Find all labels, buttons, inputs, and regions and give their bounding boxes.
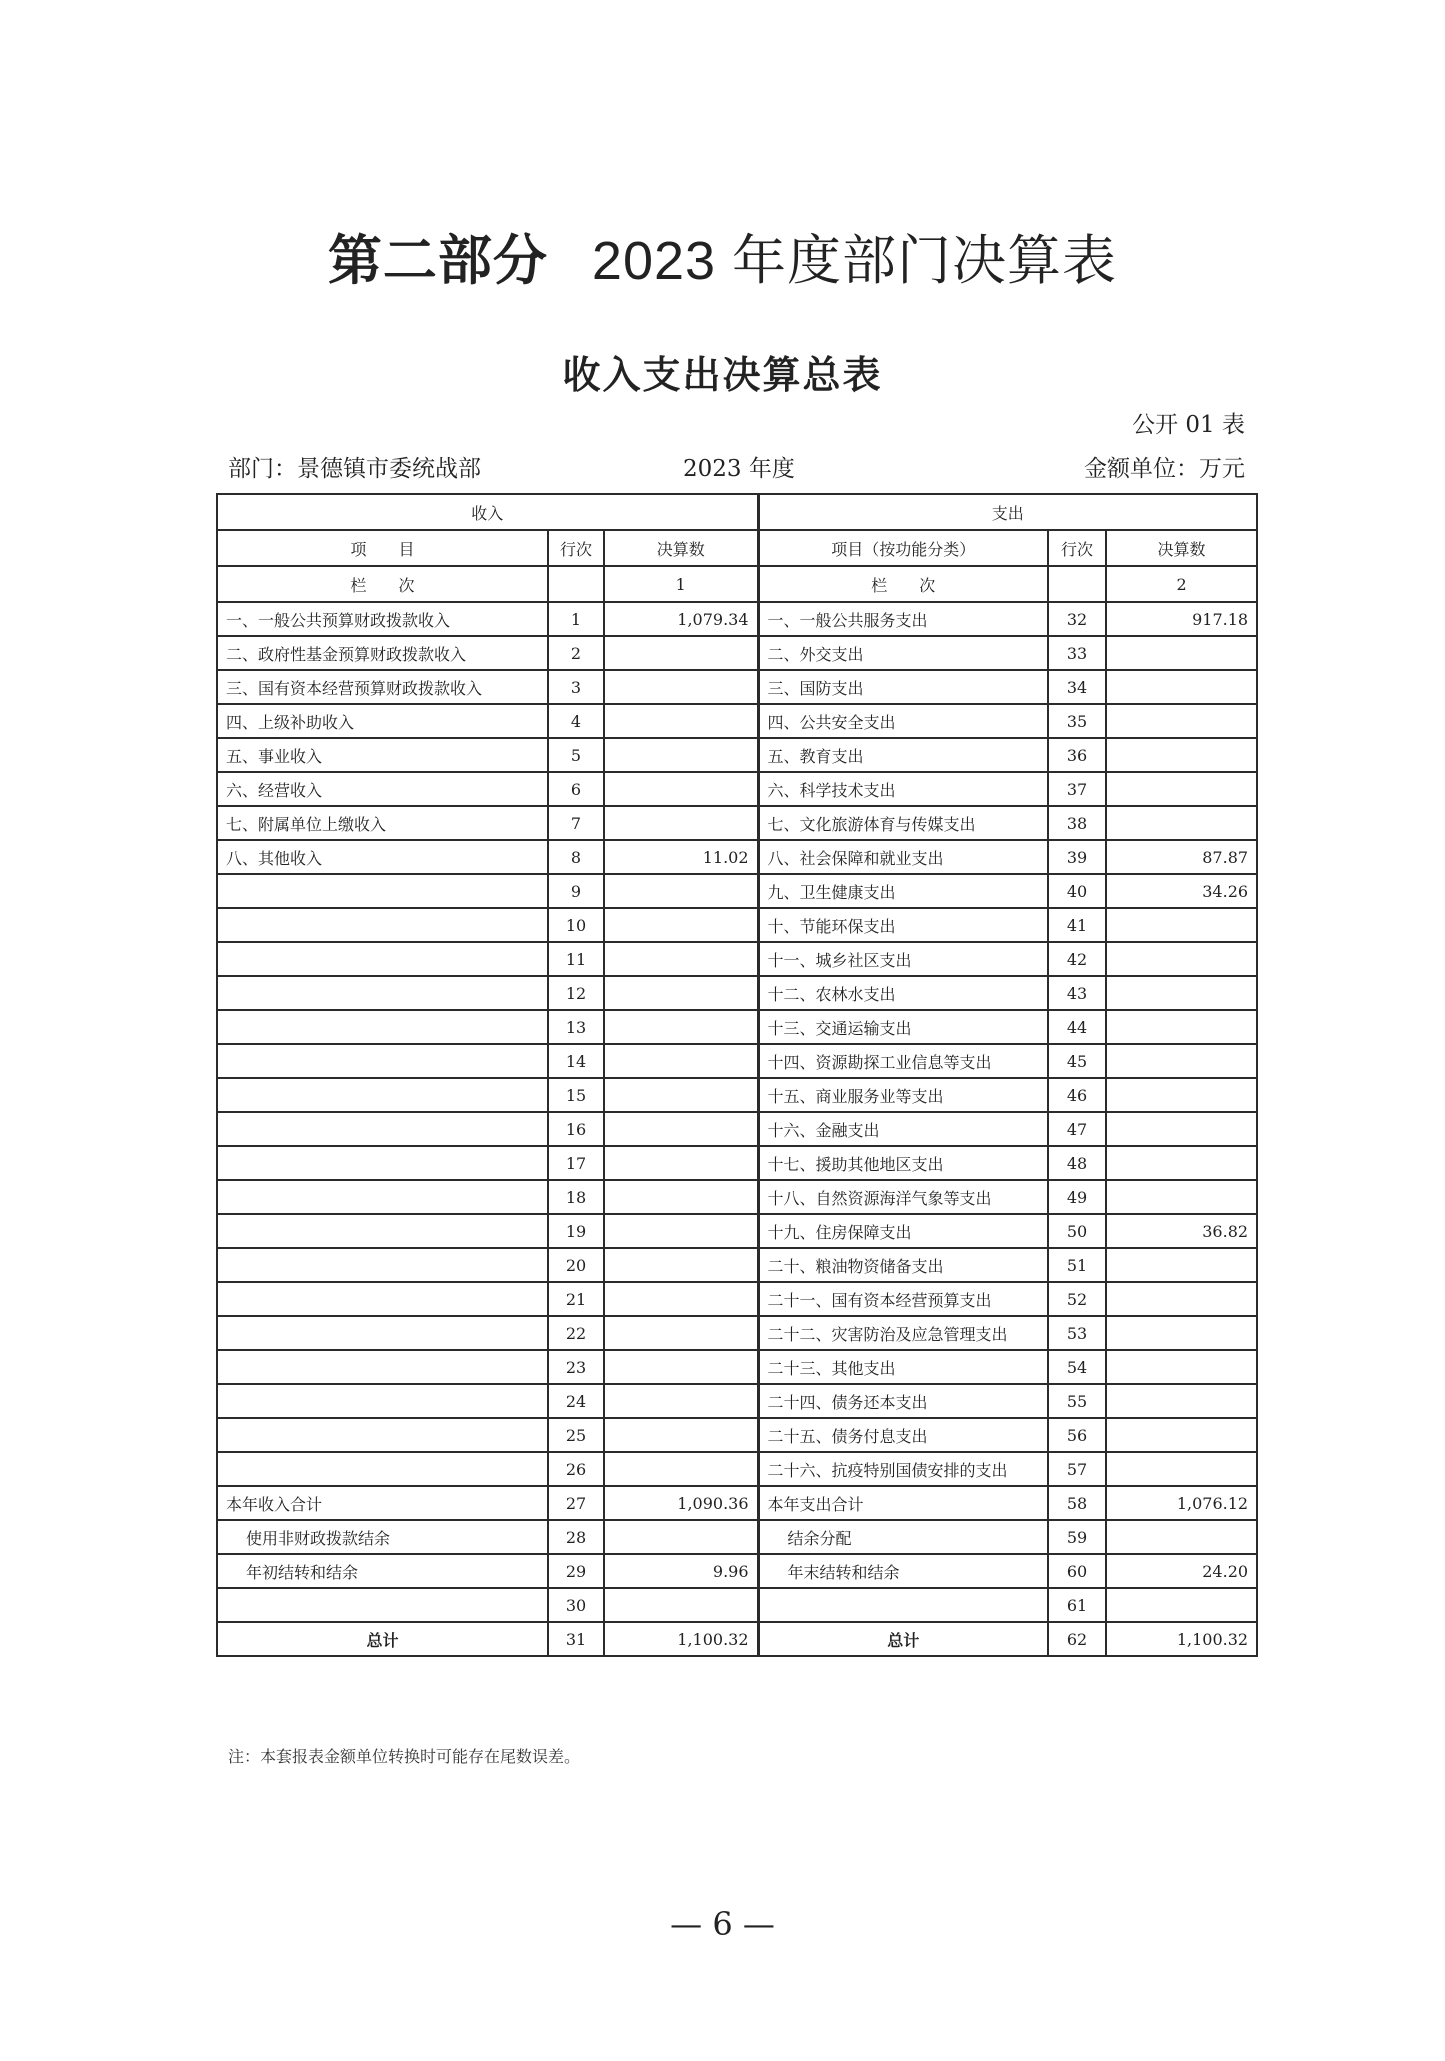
expense-row-no: 56 xyxy=(1048,1418,1106,1452)
income-amount xyxy=(604,1282,758,1316)
expense-row-no: 55 xyxy=(1048,1384,1106,1418)
income-item xyxy=(217,1384,548,1418)
income-row-no: 10 xyxy=(548,908,604,942)
expense-row-no: 34 xyxy=(1048,670,1106,704)
income-row-no: 25 xyxy=(548,1418,604,1452)
income-amount xyxy=(604,1588,758,1622)
expense-item: 八、社会保障和就业支出 xyxy=(758,840,1048,874)
income-row-no: 14 xyxy=(548,1044,604,1078)
income-row-no: 9 xyxy=(548,874,604,908)
expense-item: 十一、城乡社区支出 xyxy=(758,942,1048,976)
expense-amount xyxy=(1106,636,1257,670)
income-item: 本年收入合计 xyxy=(217,1486,548,1520)
income-expense-table xyxy=(216,493,1258,1657)
income-row-no: 30 xyxy=(548,1588,604,1622)
income-amount xyxy=(604,1180,758,1214)
table-row xyxy=(217,874,1257,908)
expense-row-no: 36 xyxy=(1048,738,1106,772)
expense-item: 二、外交支出 xyxy=(758,636,1048,670)
expense-amount xyxy=(1106,1316,1257,1350)
expense-amount xyxy=(1106,704,1257,738)
income-amount xyxy=(604,1214,758,1248)
expense-row-no: 53 xyxy=(1048,1316,1106,1350)
income-amount xyxy=(604,1044,758,1078)
table-row xyxy=(217,942,1257,976)
income-item xyxy=(217,1588,548,1622)
table-row xyxy=(217,772,1257,806)
table-row xyxy=(217,1078,1257,1112)
income-item: 一、一般公共预算财政拨款收入 xyxy=(217,602,548,636)
expense-item: 年末结转和结余 xyxy=(758,1554,1048,1588)
income-item xyxy=(217,1282,548,1316)
income-amount xyxy=(604,1520,758,1554)
income-row-no: 27 xyxy=(548,1486,604,1520)
expense-amount xyxy=(1106,1248,1257,1282)
table-title: 收入支出决算总表 xyxy=(562,353,883,397)
table-row xyxy=(217,1520,1257,1554)
expense-amount xyxy=(1106,942,1257,976)
expense-row-no: 43 xyxy=(1048,976,1106,1010)
expense-row-no: 35 xyxy=(1048,704,1106,738)
income-item: 四、上级补助收入 xyxy=(217,704,548,738)
income-amount xyxy=(604,1248,758,1282)
expense-row-no: 48 xyxy=(1048,1146,1106,1180)
expense-amount xyxy=(1106,1418,1257,1452)
expense-item-column-header: 项目（按功能分类） xyxy=(758,530,1048,566)
income-row-no: 21 xyxy=(548,1282,604,1316)
expense-amount-column-header: 决算数 xyxy=(1106,530,1257,566)
table-row xyxy=(217,908,1257,942)
expense-amount xyxy=(1106,1180,1257,1214)
income-item: 二、政府性基金预算财政拨款收入 xyxy=(217,636,548,670)
income-row-no: 5 xyxy=(548,738,604,772)
table-row xyxy=(217,704,1257,738)
expense-amount xyxy=(1106,908,1257,942)
expense-row-no: 59 xyxy=(1048,1520,1106,1554)
expense-item: 二十一、国有资本经营预算支出 xyxy=(758,1282,1048,1316)
expense-amount xyxy=(1106,670,1257,704)
income-row-no: 18 xyxy=(548,1180,604,1214)
expense-item xyxy=(758,1588,1048,1622)
expense-row-no: 60 xyxy=(1048,1554,1106,1588)
table-row xyxy=(217,602,1257,636)
income-amount xyxy=(604,1418,758,1452)
title-main: 2023 年度部门决算表 xyxy=(591,231,1118,291)
income-row-no: 16 xyxy=(548,1112,604,1146)
table-row xyxy=(217,806,1257,840)
income-row-no: 28 xyxy=(548,1520,604,1554)
expense-amount xyxy=(1106,806,1257,840)
table-row xyxy=(217,636,1257,670)
expense-item: 十六、金融支出 xyxy=(758,1112,1048,1146)
expense-row-no: 38 xyxy=(1048,806,1106,840)
income-item xyxy=(217,942,548,976)
expense-item: 二十四、债务还本支出 xyxy=(758,1384,1048,1418)
expense-item: 九、卫生健康支出 xyxy=(758,874,1048,908)
income-row-no: 8 xyxy=(548,840,604,874)
table-row xyxy=(217,670,1257,704)
section-header-row xyxy=(217,494,1257,530)
expense-item: 十五、商业服务业等支出 xyxy=(758,1078,1048,1112)
expense-amount: 87.87 xyxy=(1106,840,1257,874)
income-item: 八、其他收入 xyxy=(217,840,548,874)
page-number: — 6 — xyxy=(670,1905,775,1943)
expense-item: 二十六、抗疫特别国债安排的支出 xyxy=(758,1452,1048,1486)
income-amount xyxy=(604,874,758,908)
income-row-no: 1 xyxy=(548,602,604,636)
expense-item: 本年支出合计 xyxy=(758,1486,1048,1520)
income-item xyxy=(217,1112,548,1146)
expense-amount xyxy=(1106,738,1257,772)
expense-item: 二十三、其他支出 xyxy=(758,1350,1048,1384)
income-row-no: 20 xyxy=(548,1248,604,1282)
expense-row-no: 54 xyxy=(1048,1350,1106,1384)
income-item xyxy=(217,1010,548,1044)
table-row xyxy=(217,1554,1257,1588)
income-amount: 11.02 xyxy=(604,840,758,874)
expense-amount xyxy=(1106,1146,1257,1180)
table-row xyxy=(217,1112,1257,1146)
income-amount xyxy=(604,1452,758,1486)
expense-amount xyxy=(1106,1384,1257,1418)
expense-item: 一、一般公共服务支出 xyxy=(758,602,1048,636)
income-row-no: 24 xyxy=(548,1384,604,1418)
income-amount xyxy=(604,1350,758,1384)
income-item-column-header: 项 目 xyxy=(217,530,548,566)
expense-amount xyxy=(1106,1078,1257,1112)
income-row-no: 22 xyxy=(548,1316,604,1350)
income-amount xyxy=(604,704,758,738)
income-row-no: 2 xyxy=(548,636,604,670)
income-column-index-blank xyxy=(548,566,604,602)
income-amount xyxy=(604,670,758,704)
income-column-index: 1 xyxy=(604,566,758,602)
total-row xyxy=(217,1622,1257,1656)
expense-amount xyxy=(1106,1010,1257,1044)
income-item xyxy=(217,1418,548,1452)
expense-item: 二十二、灾害防治及应急管理支出 xyxy=(758,1316,1048,1350)
expense-item: 二十五、债务付息支出 xyxy=(758,1418,1048,1452)
income-item xyxy=(217,908,548,942)
expense-amount: 36.82 xyxy=(1106,1214,1257,1248)
expense-item: 十七、援助其他地区支出 xyxy=(758,1146,1048,1180)
expense-amount xyxy=(1106,1350,1257,1384)
expense-amount xyxy=(1106,976,1257,1010)
income-amount xyxy=(604,772,758,806)
expense-item: 十三、交通运输支出 xyxy=(758,1010,1048,1044)
income-amount xyxy=(604,806,758,840)
expense-item: 六、科学技术支出 xyxy=(758,772,1048,806)
table-row xyxy=(217,1010,1257,1044)
expense-item: 十九、住房保障支出 xyxy=(758,1214,1048,1248)
table-row xyxy=(217,1486,1257,1520)
expense-item: 十、节能环保支出 xyxy=(758,908,1048,942)
footnote: 注：本套报表金额单位转换时可能存在尾数误差。 xyxy=(228,1747,581,1766)
expense-item: 二十、粮油物资储备支出 xyxy=(758,1248,1048,1282)
income-row-no: 3 xyxy=(548,670,604,704)
expense-row-no: 61 xyxy=(1048,1588,1106,1622)
income-amount: 1,090.36 xyxy=(604,1486,758,1520)
expense-column-index: 2 xyxy=(1106,566,1257,602)
income-amount: 1,100.32 xyxy=(604,1622,758,1656)
table-row xyxy=(217,1418,1257,1452)
income-amount xyxy=(604,1078,758,1112)
income-row-no-column-header: 行次 xyxy=(548,530,604,566)
expense-item: 五、教育支出 xyxy=(758,738,1048,772)
table-row xyxy=(217,1384,1257,1418)
expense-row-no: 37 xyxy=(1048,772,1106,806)
income-row-no: 6 xyxy=(548,772,604,806)
expense-row-no: 49 xyxy=(1048,1180,1106,1214)
currency-unit-label: 金额单位：万元 xyxy=(1084,456,1245,482)
income-row-no: 12 xyxy=(548,976,604,1010)
expense-item: 十四、资源勘探工业信息等支出 xyxy=(758,1044,1048,1078)
expense-amount xyxy=(1106,1282,1257,1316)
income-item xyxy=(217,1316,548,1350)
expense-column-index-blank xyxy=(1048,566,1106,602)
income-section-header: 收入 xyxy=(217,494,758,530)
income-amount xyxy=(604,976,758,1010)
income-item xyxy=(217,874,548,908)
income-row-no: 19 xyxy=(548,1214,604,1248)
expense-row-no: 47 xyxy=(1048,1112,1106,1146)
income-item: 三、国有资本经营预算财政拨款收入 xyxy=(217,670,548,704)
expense-row-no: 45 xyxy=(1048,1044,1106,1078)
expense-section-header: 支出 xyxy=(758,494,1257,530)
expense-amount xyxy=(1106,1044,1257,1078)
income-amount xyxy=(604,942,758,976)
table-row xyxy=(217,1316,1257,1350)
table-row xyxy=(217,1044,1257,1078)
expense-item: 结余分配 xyxy=(758,1520,1048,1554)
income-row-no: 23 xyxy=(548,1350,604,1384)
income-amount-column-header: 决算数 xyxy=(604,530,758,566)
income-amount xyxy=(604,636,758,670)
expense-item: 四、公共安全支出 xyxy=(758,704,1048,738)
income-item: 总计 xyxy=(217,1622,548,1656)
income-row-no: 4 xyxy=(548,704,604,738)
income-item: 年初结转和结余 xyxy=(217,1554,548,1588)
income-row-no: 31 xyxy=(548,1622,604,1656)
table-row xyxy=(217,1248,1257,1282)
income-amount xyxy=(604,1010,758,1044)
expense-row-no: 39 xyxy=(1048,840,1106,874)
fiscal-year-label: 2023 年度 xyxy=(683,456,795,482)
form-code: 公开 01 表 xyxy=(1132,412,1245,438)
income-item xyxy=(217,1180,548,1214)
income-item: 六、经营收入 xyxy=(217,772,548,806)
income-item xyxy=(217,1350,548,1384)
income-amount: 1,079.34 xyxy=(604,602,758,636)
table-row xyxy=(217,738,1257,772)
expense-amount: 34.26 xyxy=(1106,874,1257,908)
income-amount xyxy=(604,1112,758,1146)
expense-item: 十二、农林水支出 xyxy=(758,976,1048,1010)
expense-row-no: 58 xyxy=(1048,1486,1106,1520)
expense-row-no: 41 xyxy=(1048,908,1106,942)
income-item xyxy=(217,1146,548,1180)
income-row-no: 26 xyxy=(548,1452,604,1486)
table-row xyxy=(217,840,1257,874)
income-amount xyxy=(604,1146,758,1180)
meta-row xyxy=(228,450,1245,484)
income-row-no: 11 xyxy=(548,942,604,976)
expense-amount: 1,076.12 xyxy=(1106,1486,1257,1520)
income-row-no: 15 xyxy=(548,1078,604,1112)
expense-item: 总计 xyxy=(758,1622,1048,1656)
expense-row-no: 62 xyxy=(1048,1622,1106,1656)
table-row xyxy=(217,976,1257,1010)
income-row-no: 7 xyxy=(548,806,604,840)
expense-item: 七、文化旅游体育与传媒支出 xyxy=(758,806,1048,840)
department-label: 部门：景德镇市委统战部 xyxy=(228,456,481,482)
income-item xyxy=(217,1078,548,1112)
income-item: 使用非财政拨款结余 xyxy=(217,1520,548,1554)
expense-column-index-label: 栏 次 xyxy=(758,566,1048,602)
income-item xyxy=(217,1248,548,1282)
expense-amount xyxy=(1106,1520,1257,1554)
income-item xyxy=(217,1452,548,1486)
expense-item: 三、国防支出 xyxy=(758,670,1048,704)
expense-amount xyxy=(1106,772,1257,806)
expense-amount xyxy=(1106,1452,1257,1486)
expense-row-no: 44 xyxy=(1048,1010,1106,1044)
expense-amount xyxy=(1106,1588,1257,1622)
expense-row-no: 40 xyxy=(1048,874,1106,908)
column-index-row xyxy=(217,566,1257,602)
table-row xyxy=(217,1180,1257,1214)
income-item: 五、事业收入 xyxy=(217,738,548,772)
income-row-no: 17 xyxy=(548,1146,604,1180)
title-part: 第二部分 xyxy=(327,229,548,292)
expense-item: 十八、自然资源海洋气象等支出 xyxy=(758,1180,1048,1214)
page-title xyxy=(0,218,1445,295)
income-row-no: 29 xyxy=(548,1554,604,1588)
income-item xyxy=(217,976,548,1010)
income-column-index-label: 栏 次 xyxy=(217,566,548,602)
expense-row-no: 46 xyxy=(1048,1078,1106,1112)
income-amount: 9.96 xyxy=(604,1554,758,1588)
table-row xyxy=(217,1214,1257,1248)
income-item: 七、附属单位上缴收入 xyxy=(217,806,548,840)
table-row xyxy=(217,1282,1257,1316)
expense-row-no: 50 xyxy=(1048,1214,1106,1248)
expense-amount xyxy=(1106,1112,1257,1146)
income-amount xyxy=(604,1384,758,1418)
expense-row-no: 33 xyxy=(1048,636,1106,670)
income-item xyxy=(217,1044,548,1078)
expense-row-no: 32 xyxy=(1048,602,1106,636)
expense-amount: 1,100.32 xyxy=(1106,1622,1257,1656)
expense-row-no-column-header: 行次 xyxy=(1048,530,1106,566)
income-amount xyxy=(604,908,758,942)
column-header-row xyxy=(217,530,1257,566)
expense-row-no: 42 xyxy=(1048,942,1106,976)
table-row xyxy=(217,1146,1257,1180)
expense-row-no: 51 xyxy=(1048,1248,1106,1282)
expense-amount: 24.20 xyxy=(1106,1554,1257,1588)
income-amount xyxy=(604,738,758,772)
table-row xyxy=(217,1350,1257,1384)
table-row xyxy=(217,1452,1257,1486)
income-amount xyxy=(604,1316,758,1350)
expense-amount: 917.18 xyxy=(1106,602,1257,636)
table-row xyxy=(217,1588,1257,1622)
income-item xyxy=(217,1214,548,1248)
expense-row-no: 52 xyxy=(1048,1282,1106,1316)
income-row-no: 13 xyxy=(548,1010,604,1044)
expense-row-no: 57 xyxy=(1048,1452,1106,1486)
